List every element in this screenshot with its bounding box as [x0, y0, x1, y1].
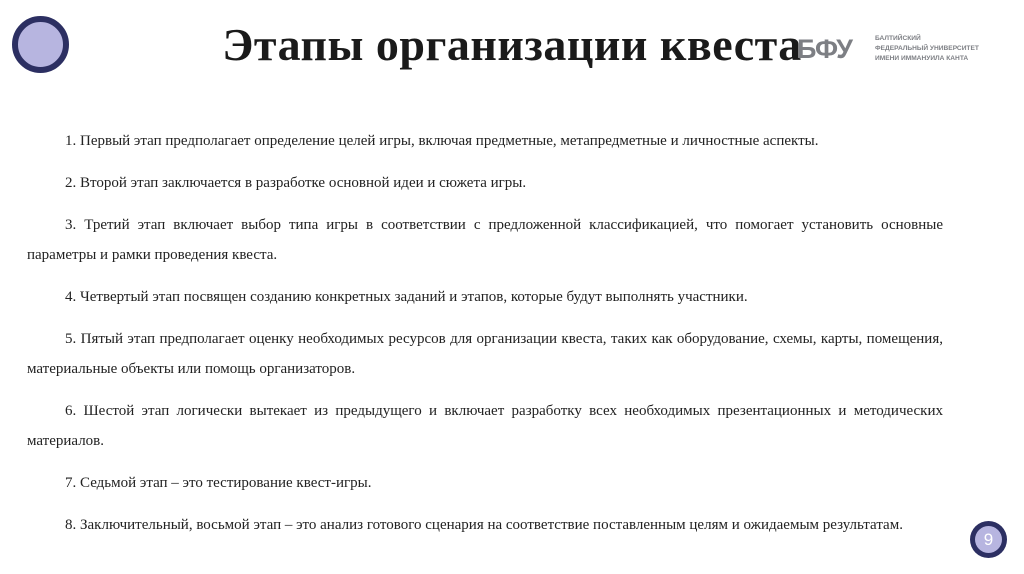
page-number: 9: [975, 526, 1002, 553]
paragraph-stage-8: 8. Заключительный, восьмой этап – это анализ готового сценария на соответствие поставленным целям и ожидаемым результатам.: [65, 517, 903, 533]
paragraph-stage-4: 4. Четвертый этап посвящен созданию конкретных заданий и этапов, которые будут выполнять участники.: [65, 289, 748, 305]
logo-line: БАЛТИЙСКИЙ: [875, 35, 921, 42]
slide-title: Этапы организации квеста: [222, 19, 802, 70]
paragraph-stage-7: 7. Седьмой этап – это тестирование квест-игры.: [65, 475, 372, 491]
paragraph-stage-2: 2. Второй этап заключается в разработке основной идеи и сюжета игры.: [65, 175, 527, 191]
logo-text: [875, 34, 1024, 64]
paragraph-stage-3: 3. Третий этап включает выбор типа игры в соответствии с предложенной классификацией, что помогает установить основные параметры и рамки проведения квеста.: [27, 217, 943, 263]
logo-line: ФЕДЕРАЛЬНЫЙ УНИВЕРСИТЕТ: [875, 45, 979, 52]
paragraph-stage-6: 6. Шестой этап логически вытекает из предыдущего и включает разработку всех необходимых презентационных и методических материалов.: [27, 403, 943, 449]
paragraph-stage-1: 1. Первый этап предполагает определение целей игры, включая предметные, метапредметные и личностные аспекты.: [65, 133, 819, 149]
slide-content: [27, 126, 943, 552]
logo-mark: БФУ: [797, 34, 852, 64]
paragraph-stage-5: 5. Пятый этап предполагает оценку необходимых ресурсов для организации квеста, таких как оборудование, схемы, карты, помещения, материальные объекты или помощь организаторов.: [27, 331, 943, 377]
logo-line: ИМЕНИ ИММАНУИЛА КАНТА: [875, 55, 969, 62]
page-number-badge: [970, 521, 1007, 558]
